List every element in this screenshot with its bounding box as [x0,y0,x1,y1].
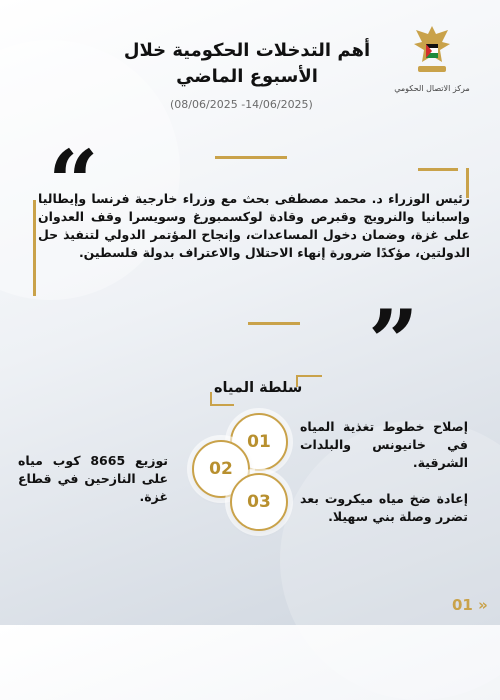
divider [296,375,322,377]
close-quote-icon: ” [368,290,419,394]
divider [33,200,36,296]
eagle-emblem-icon [410,22,454,78]
statement-text: رئيس الوزراء د. محمد مصطفى بحث مع وزراء خارجية فرنسا وإيطاليا وإسبانيا والنرويج وقبرص وقادة لوكسمبورغ وسويسرا وقف العدوان على غزة، وضمان دخول المساعدات، وإنجاح المؤتمر الدولي لتنفيذ حل الدولتين، مؤكدًا ضرورة إنهاء الاحتلال والاعتراف بدولة فلسطين. [38,191,470,260]
divider [248,322,300,325]
divider [210,392,212,406]
divider [215,156,287,159]
list-item: توزيع 8665 كوب مياه على النازحين في قطاع غزة. [18,453,168,504]
government-communication-logo [392,22,472,93]
open-quote-icon: “ [48,130,99,234]
page-number [452,596,488,614]
list-item: إعادة ضخ مياه ميكروت بعد تضرر وصلة بني سهيلا. [300,491,468,524]
section-title: سلطة المياه [214,380,303,396]
divider [210,404,234,406]
page-title [122,38,372,90]
list-item: إصلاح خطوط تغذية المياه في خانيونس والبلدات الشرقية. [300,419,468,470]
logo-name: مركز الاتصال الحكومي [394,84,470,93]
item-number-02: 02 [192,440,250,498]
double-chevron-right-icon: » [478,596,488,614]
title-line-2: الأسبوع الماضي [176,66,318,87]
item-number-01: 01 [230,413,288,471]
item-number-03: 03 [230,473,288,531]
date-range: (08/06/2025 -14/06/2025) [170,98,313,111]
title-line-1: أهم التدخلات الحكومية خلال [123,40,371,61]
divider [418,168,458,171]
page-number-value: 01 [452,596,473,614]
